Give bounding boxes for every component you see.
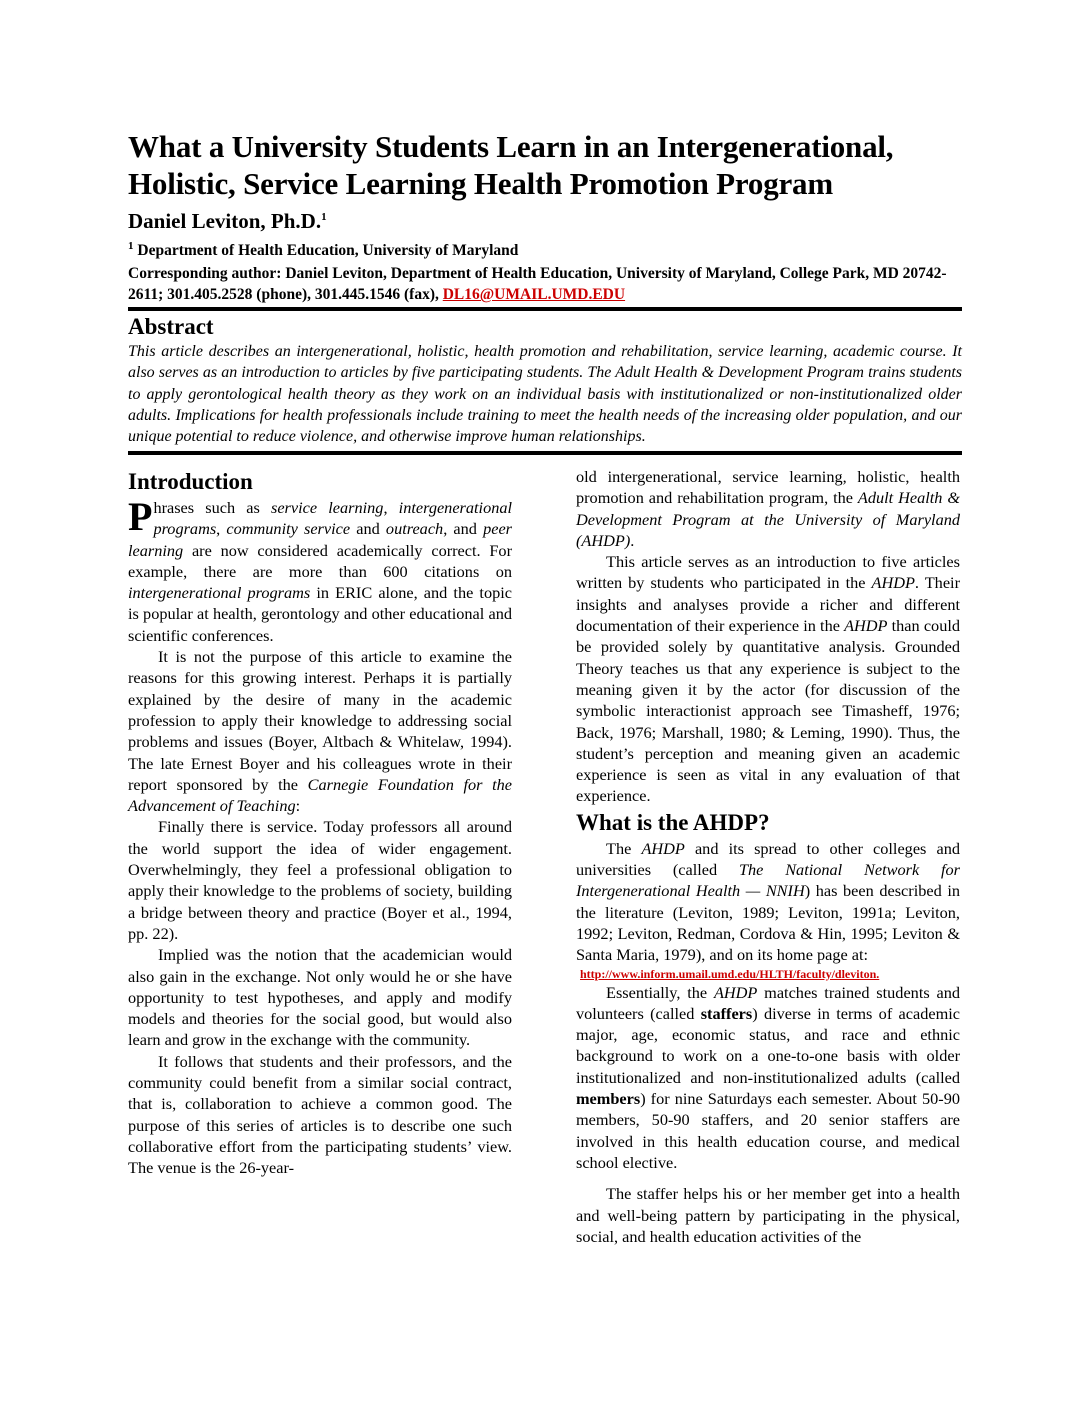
right-paragraph-2: This article serves as an introduction to five articles written by students who participated in the AHDP. Their insights and analyses provide a richer and different documentation of their experience in the AHDP than could be provided solely by quantitative analysis. Grounded Theory teaches us that any experience is subject to the meaning given it by the actor (for discussion of the symbolic interactionist approach see Timasheff, 1976; Back, 1976; Marshall, 1980; & Leming, 1990). Thus, the student’s perception and meaning given an academic experience is seen as vital in any evaluation of that experience. xyxy=(576,552,960,806)
drop-cap: P xyxy=(128,494,153,539)
page-title: What a University Students Learn in an Intergenerational, Holistic, Service Learning Health Promotion Program xyxy=(128,129,894,201)
affiliation-superscript: 1 xyxy=(128,240,134,252)
email-link[interactable]: DL16@UMAIL.UMD.EDU xyxy=(442,286,626,304)
right-paragraph-5: The staffer helps his or her member get into a health and well-being pattern by participating in the physical, social, and health education activities of the xyxy=(576,1184,960,1246)
corresponding-author: Corresponding author: Daniel Leviton, Department of Health Education, University of Maryland, College Park, MD 20742-2611; 301.405.2528 (phone), 301.445.1546 (fax), DL16@UMAIL.UMD.EDU xyxy=(128,265,947,304)
block-quote: Finally there is service. Today professors all around the world support the idea of wider engagement. Overwhelmingly, they feel a professional obligation to apply their knowledge to the problems of society, building a bridge between theory and practice (Boyer et al., 1994, pp. 22). xyxy=(128,817,512,943)
right-column xyxy=(576,466,960,1247)
intro-paragraph-4: It follows that students and their professors, and the community could benefit from a similar social contract, that is, collaboration to achieve a common good. The purpose of this series of articles is to describe one such collaborative effort from the participating students’ view. The venue is the 26-year- xyxy=(128,1051,512,1178)
abstract-heading: Abstract xyxy=(128,314,214,340)
homepage-link[interactable]: http://www.inform.umail.umd.edu/HLTH/faculty/dleviton. xyxy=(580,966,880,981)
author: Daniel Leviton, Ph.D.$^1$ xyxy=(128,209,327,233)
ahdp-heading: What is the AHDP? xyxy=(576,809,770,835)
left-column xyxy=(128,466,512,1179)
intro-paragraph-3: Implied was the notion that the academician would also gain in the exchange. Not only would he or she have opportunity to test hypotheses, and apply and modify models and theories for the social good, but would also learn and grow in the exchange with the community. xyxy=(128,945,512,1050)
right-paragraph-3: The AHDP and its spread to other colleges and universities (called The National Network for Intergenerational Health — NNIH) has been described in the literature (Leviton, 1989; Leviton, 1991a; Leviton, 1992; Leviton, Redman, Cordova & Hin, 1995; Leviton & Santa Maria, 1979), and on its home page at: xyxy=(576,838,961,965)
abstract-text: This article describes an intergenerational, holistic, health promotion and rehabilitation, service learning, academic course. It also serves as an introduction to articles by five participating students. The Adult Health & Development Program trains students to apply gerontological health theory as they work on an individual basis with institutionalized or non-institutionalized older adults. Implications for health professionals include training to meet the health needs of the increasing older population, and our unique potential to reduce violence, and otherwise improve human relationships. xyxy=(128,343,962,446)
intro-paragraph-1: Phrases such as service learning, intergenerational programs, community service and outreach, and peer learning are now considered academically correct. For example, there are more than 600 citations on intergenerational programs in ERIC alone, and the topic is popular at health, gerontology and other educational and scientific conferences. xyxy=(128,494,513,645)
continued-paragraph: old intergenerational, service learning, holistic, health promotion and rehabilitation program, the Adult Health & Development Program at the University of Maryland (AHDP). xyxy=(576,467,960,550)
right-paragraph-4: Essentially, the AHDP matches trained students and volunteers (called staffers) diverse in terms of academic major, age, economic status, and race and ethnic background to work on a one-to-one basis with older institutionalized and non-institutionalized adults (called members) for nine Saturdays each semester. About 50-90 members, 50-90 staffers, and 20 senior staffers are involved in this health education course, and medical school elective. xyxy=(576,982,960,1172)
author-superscript: 1 xyxy=(321,211,327,223)
intro-paragraph-2: It is not the purpose of this article to examine the reasons for this growing interest. Perhaps it is partially explained by the desire of many in the academic profession to apply their knowledge to addressing social problems and issues (Boyer, Altbach & Whitelaw, 1994). The late Ernest Boyer and his colleagues wrote in their report sponsored by the Carnegie Foundation for the Advancement of Teaching: xyxy=(128,647,512,816)
affiliation: $^1$ Department of Health Education, University of Maryland xyxy=(128,240,519,260)
introduction-heading: Introduction xyxy=(128,469,253,494)
divider xyxy=(128,307,962,311)
divider xyxy=(128,451,962,455)
header-block xyxy=(128,128,962,455)
